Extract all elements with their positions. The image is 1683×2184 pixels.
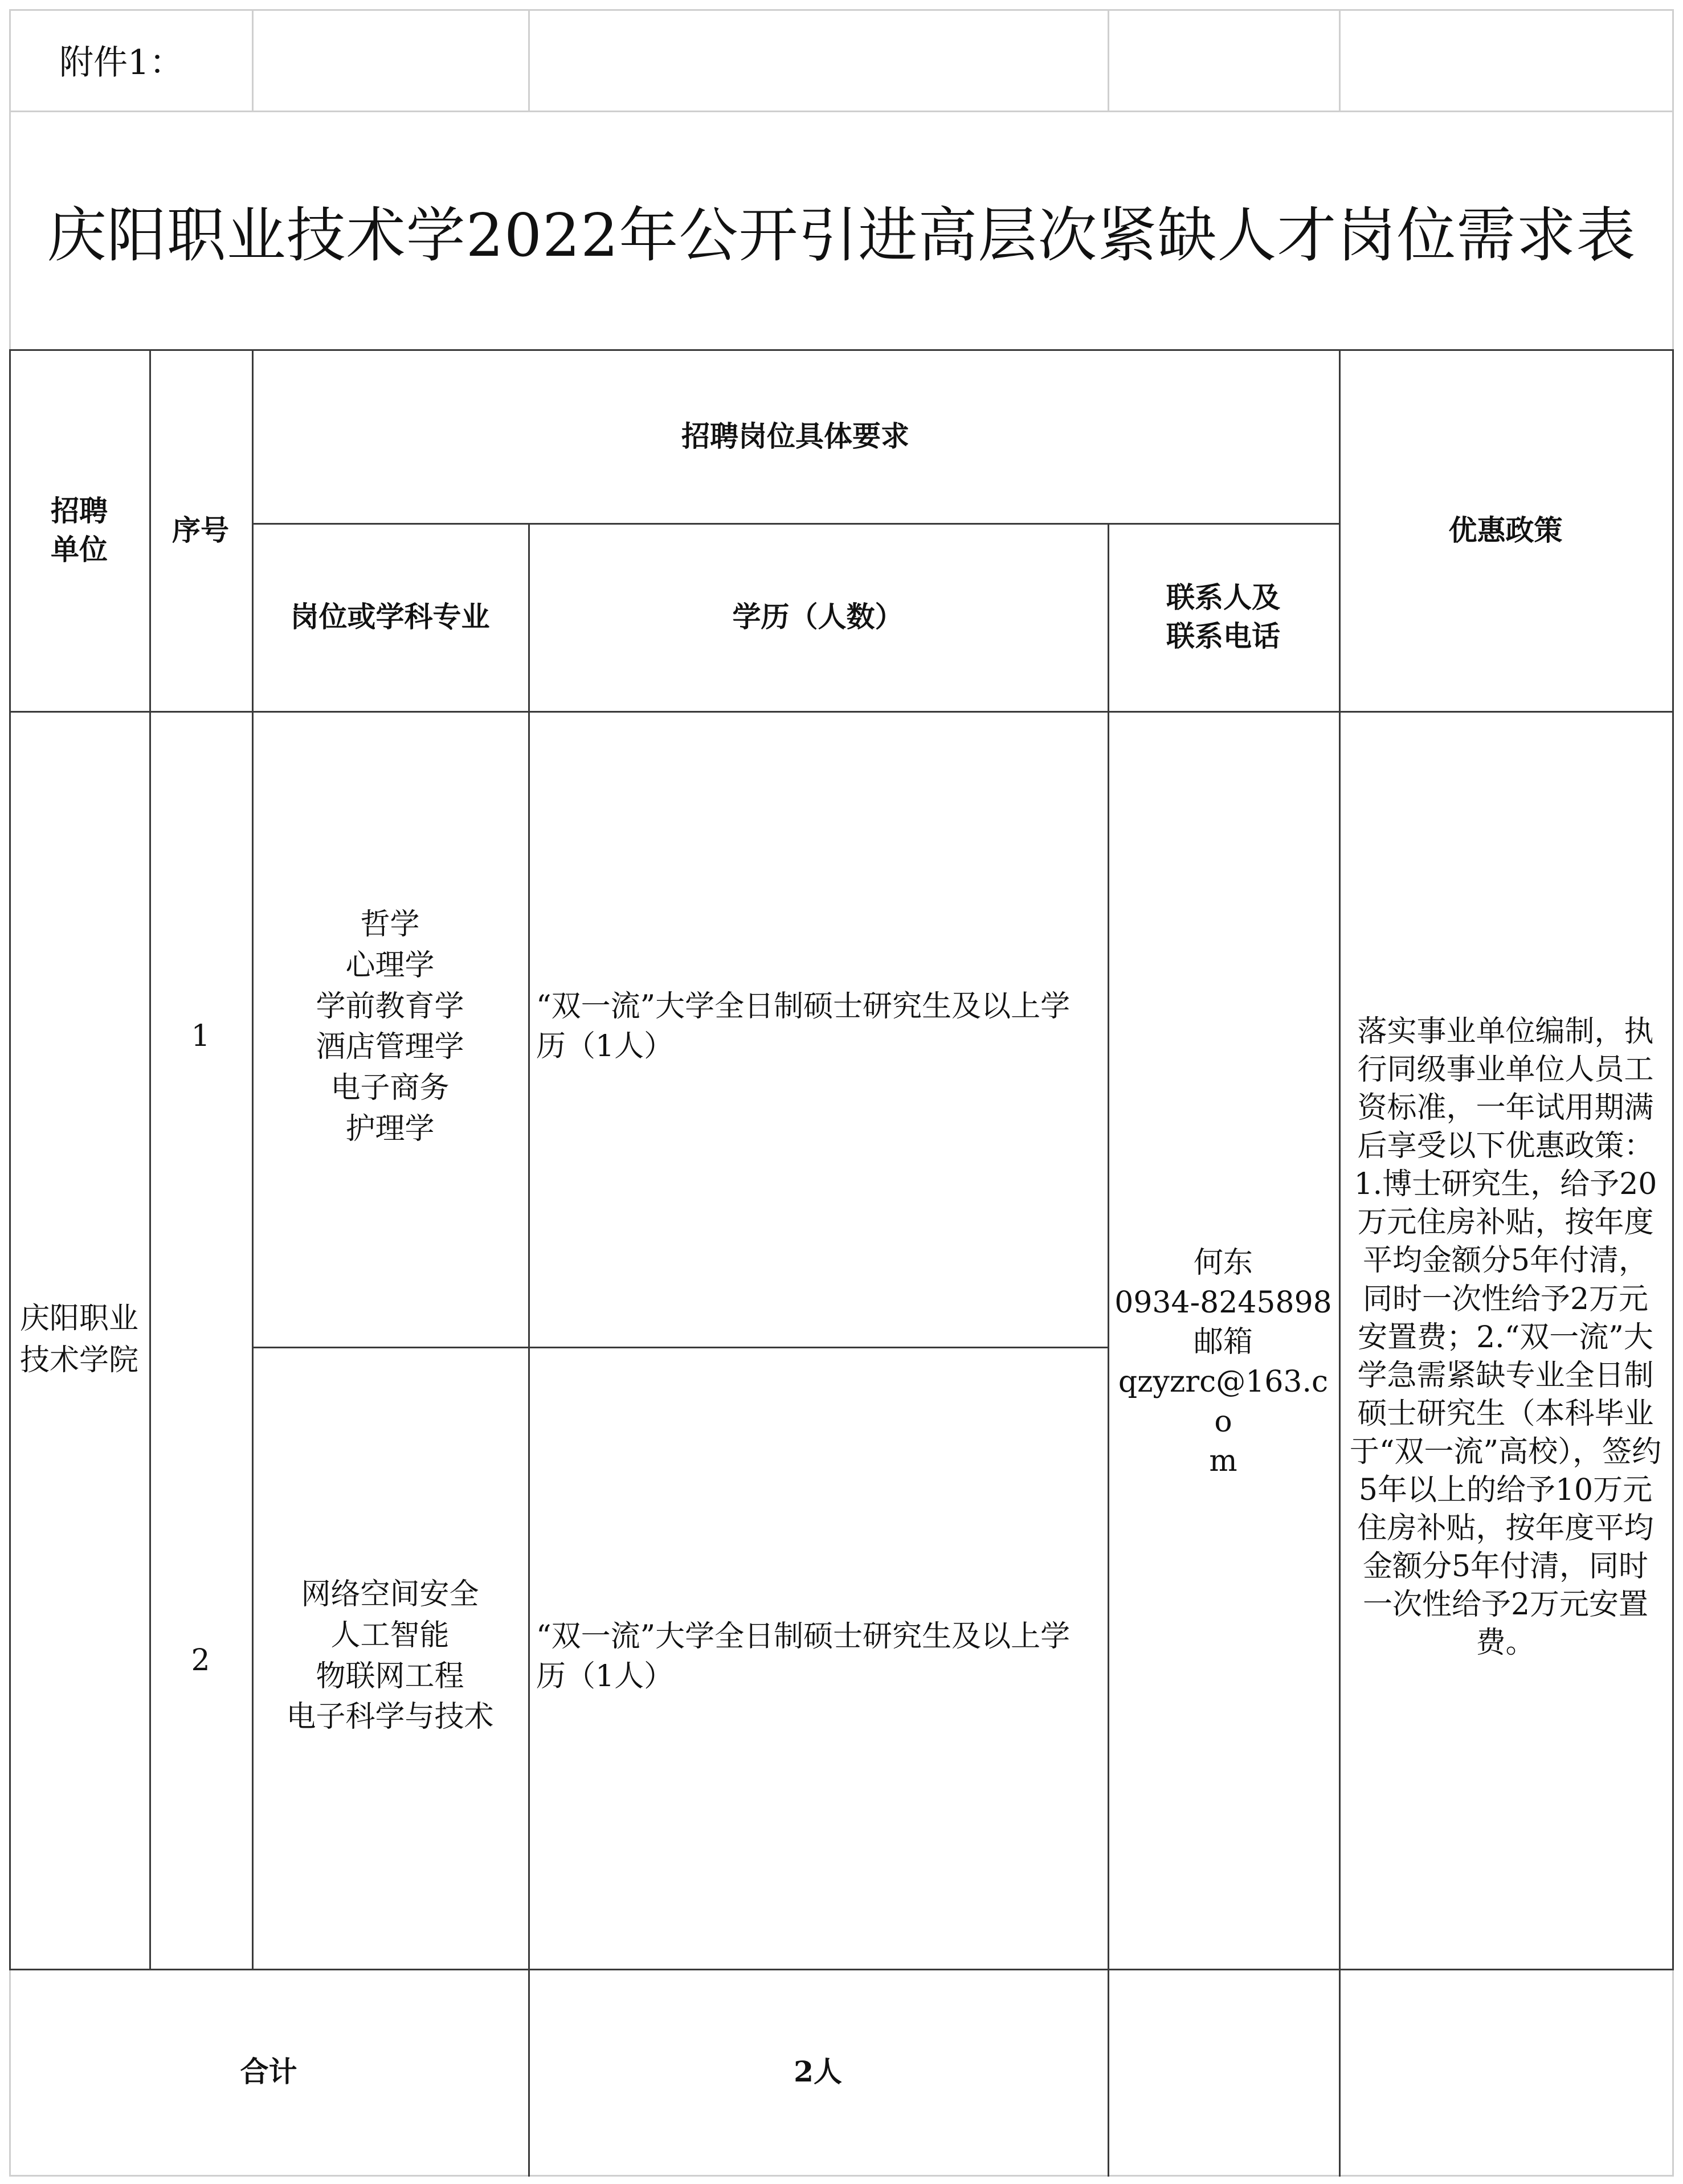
header-contact: 联系人及 联系电话 — [1166, 580, 1280, 653]
rule — [1108, 9, 1109, 112]
header-policy: 优惠政策 — [1448, 513, 1563, 547]
header-unit: 招聘 单位 — [51, 493, 108, 566]
rule — [1672, 349, 1674, 1970]
rule — [9, 2175, 1674, 2177]
header-requirements: 招聘岗位具体要求 — [681, 419, 909, 453]
row-2-majors: 网络空间安全 人工智能 物联网工程 电子科学与技术 — [286, 1577, 494, 1735]
policy-text: 落实事业单位编制，执行同级事业单位人员工资标准，一年试用期满后享受以下优惠政策：1.博士研究生，给予20万元住房补贴，按年度平均金额分5年付清，同时一次性给予2万元安置费；2.“双一流”大学急需紧缺专业全日制硕士研究生（本科毕业于“双一流”高校），签约5年以上的给予10万元住房补贴，按年度平均金额分5年付清，同时一次性给予2万元安置费。 — [1349, 1015, 1662, 1661]
row-1-seq: 1 — [191, 1019, 210, 1053]
row-1-majors: 哲学 心理学 学前教育学 酒店管理学 电子商务 护理学 — [316, 907, 464, 1146]
row-1-education: “双一流”大学全日制硕士研究生及以上学历（1人） — [536, 989, 1071, 1064]
rule — [252, 9, 254, 112]
rule — [9, 9, 1674, 11]
row-2-seq: 2 — [191, 1643, 210, 1678]
rule — [528, 9, 530, 112]
header-education: 学历（人数） — [732, 600, 904, 633]
page-title: 庆阳职业技术学2022年公开引进高层次紧缺人才岗位需求表 — [47, 200, 1636, 270]
row-2-education: “双一流”大学全日制硕士研究生及以上学历（1人） — [536, 1619, 1071, 1694]
header-seq: 序号 — [172, 513, 229, 547]
contact-info: 何东 0934-8245898 邮箱 qzyzrc@163.co m — [1114, 1246, 1332, 1479]
total-value: 2人 — [794, 2055, 842, 2088]
header-major: 岗位或学科专业 — [290, 600, 490, 633]
unit-name: 庆阳职业 技术学院 — [19, 1302, 138, 1377]
rule — [1339, 9, 1341, 112]
attachment-label: 附件1： — [59, 43, 184, 83]
total-label: 合计 — [240, 2055, 297, 2088]
